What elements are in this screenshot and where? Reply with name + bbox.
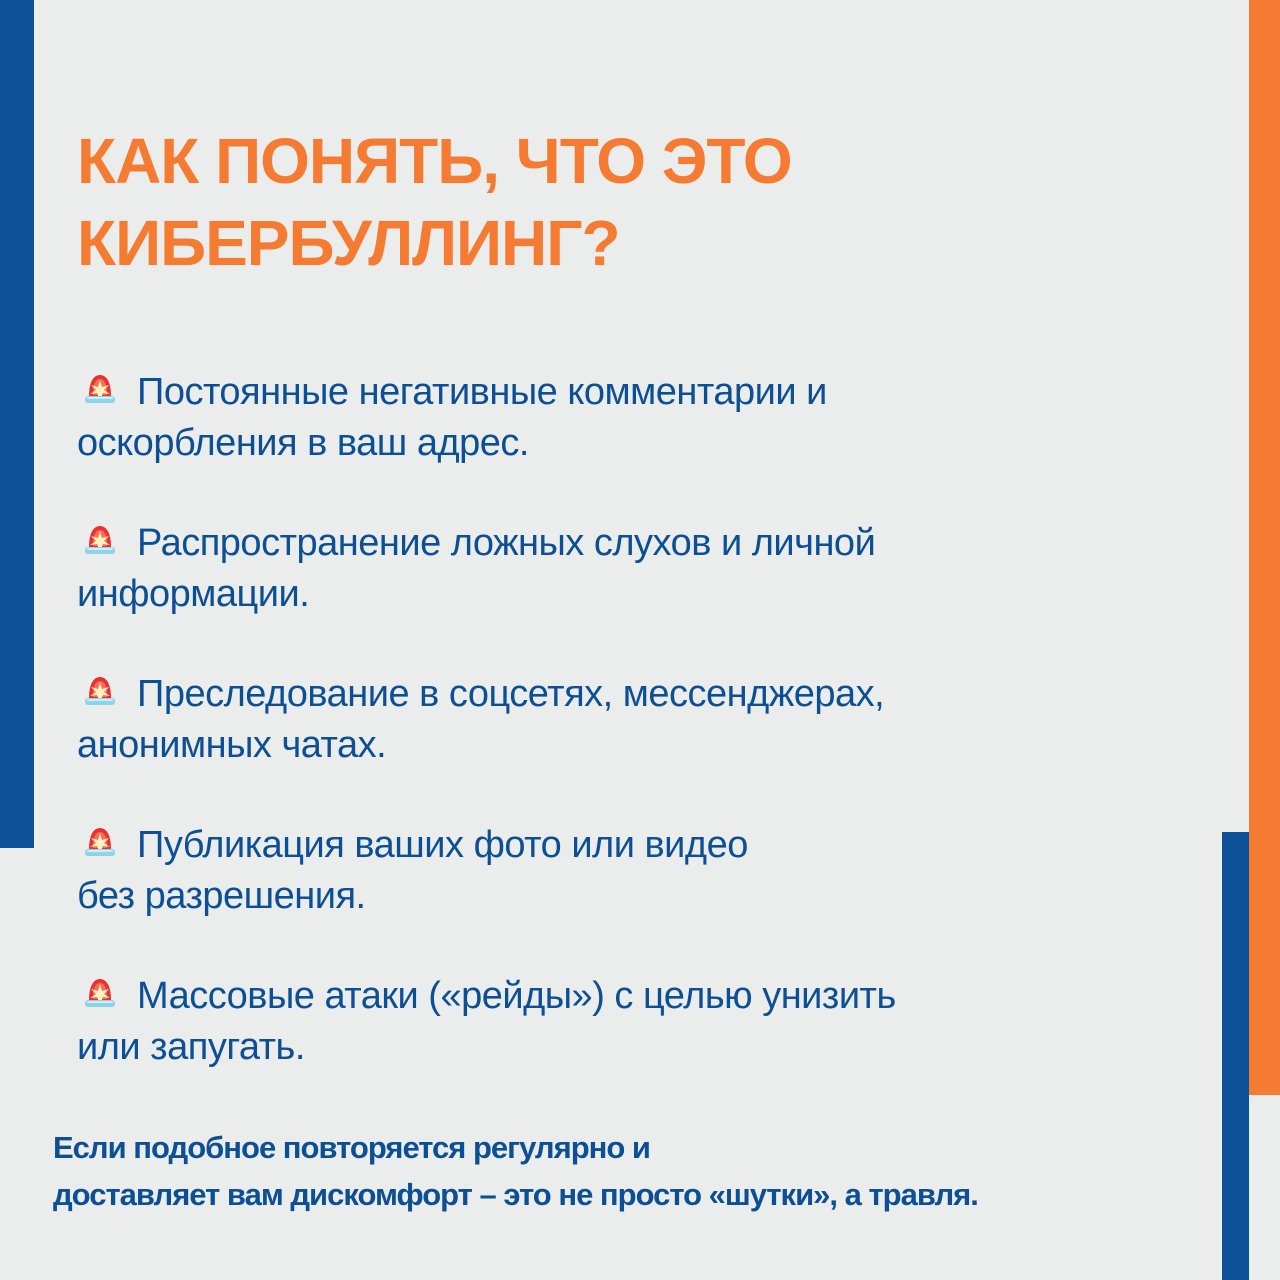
- footer-line-2: доставляет вам дискомфорт – это не просто «шутки», а травля.: [53, 1177, 978, 1212]
- warning-signs-list: [77, 365, 1157, 1120]
- list-item-line-2: информации.: [77, 573, 310, 615]
- right-orange-accent-bar: [1249, 0, 1280, 1095]
- list-item-line-1: [77, 365, 1157, 418]
- footer-line-1: Если подобное повторяется регулярно и: [53, 1130, 650, 1165]
- list-item-line-1: [77, 818, 1157, 871]
- left-blue-accent-bar: [0, 0, 34, 848]
- page-title-line-2: КИБЕРБУЛЛИНГ?: [77, 207, 620, 279]
- list-item-line-1: [77, 969, 1157, 1022]
- list-item-line-2: или запугать.: [77, 1026, 305, 1068]
- list-item-line-1: [77, 667, 1157, 720]
- siren-icon: [77, 818, 123, 864]
- list-item-line-1: [77, 516, 1157, 569]
- list-item: [77, 516, 1157, 618]
- right-blue-accent-bar: [1222, 832, 1249, 1280]
- list-item: [77, 667, 1157, 769]
- list-item-text-1: Постоянные негативные комментарии и: [137, 371, 827, 413]
- list-item-text-5: Массовые атаки («рейды») с целью унизить: [137, 975, 896, 1017]
- page-title: [77, 120, 1177, 284]
- list-item: [77, 818, 1157, 920]
- list-item-line-2: без разрешения.: [77, 875, 366, 917]
- footer-message: [53, 1124, 1203, 1218]
- siren-icon: [77, 969, 123, 1015]
- list-item: [77, 365, 1157, 467]
- siren-icon: [77, 667, 123, 713]
- list-item-line-2: анонимных чатах.: [77, 724, 387, 766]
- list-item: [77, 969, 1157, 1071]
- siren-icon: [77, 516, 123, 562]
- list-item-line-2: оскорбления в ваш адрес.: [77, 422, 529, 464]
- list-item-text-4: Публикация ваших фото или видео: [137, 824, 748, 866]
- list-item-text-3: Преследование в соцсетях, мессенджерах,: [137, 673, 885, 715]
- siren-icon: [77, 365, 123, 411]
- list-item-text-2: Распространение ложных слухов и личной: [137, 522, 876, 564]
- page-title-line-1: КАК ПОНЯТЬ, ЧТО ЭТО: [77, 125, 792, 197]
